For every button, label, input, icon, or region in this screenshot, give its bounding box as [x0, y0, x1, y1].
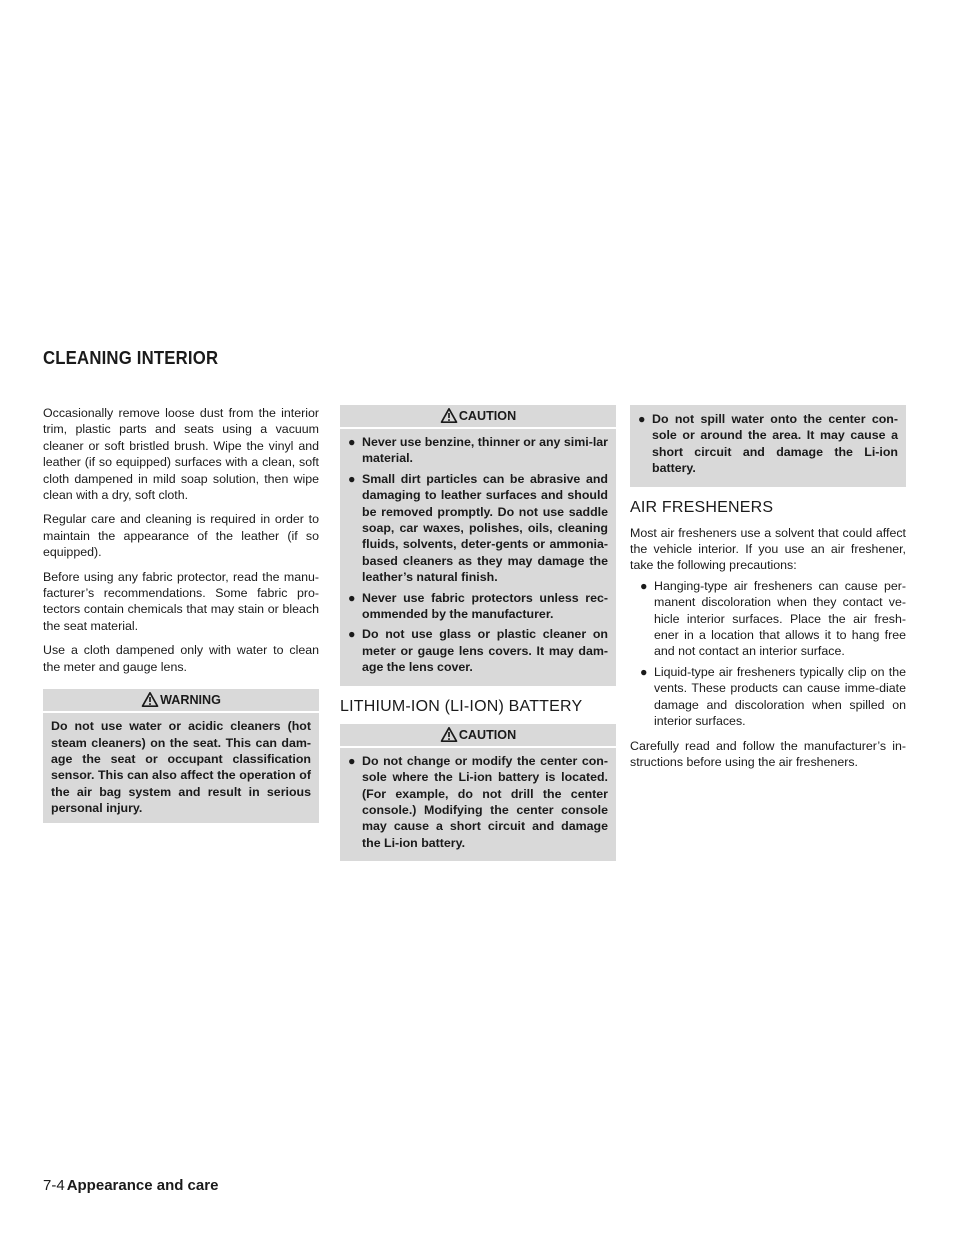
- page-number: 7-4: [43, 1177, 65, 1194]
- caution-item: ● Do not change or modify the center con-sole where the Li-ion battery is located. (For example, do not drill the center console.) Modifying the center console may cause a short circuit and damage the Li-ion battery.: [348, 753, 608, 850]
- column-3: [630, 405, 906, 778]
- warning-triangle-icon: [440, 727, 458, 742]
- list-item: ● Hanging-type air fresheners can cause per-manent discoloration when they contact ve-hicle interior surfaces. Place the air fresh-ener in a location that allows it to hang free and not contact an interior surface.: [640, 578, 906, 659]
- caution-box-continued: [630, 405, 906, 487]
- warning-triangle-icon: [440, 408, 458, 423]
- paragraph: Occasionally remove loose dust from the interior trim, plastic parts and seats using a vacuum cleaner or soft bristled brush. Wipe the vinyl and leather (if so equipped) surfaces with a clean, soft cloth dampened in mild soap solution, then wipe clean with a dry, soft cloth.: [43, 406, 319, 503]
- warning-text: Do not use water or acidic cleaners (hot steam cleaners) on the seat. This can dam-age the seat or occupant classification sensor. This can also affect the operation of the air bag system and result in serious personal injury.: [51, 719, 311, 816]
- paragraph: Before using any fabric protector, read the manu-facturer’s recommendations. Some fabric pro-tectors contain chemicals that may stain or bleach the seat material.: [43, 569, 319, 633]
- column-2: [340, 405, 616, 873]
- caution-item: ● Small dirt particles can be abrasive and damaging to leather surfaces and should be removed promptly. Do not use saddle soap, car waxes, polishes, oils, cleaning fluids, solvents, deter-gents or ammonia-based cleaners as they may damage the leather’s natural finish.: [348, 471, 608, 585]
- bullet-icon: ●: [348, 627, 356, 642]
- caution-item: ● Never use fabric protectors unless rec-ommended by the manufacturer.: [348, 590, 608, 622]
- caution-box: [340, 405, 616, 686]
- list-item: ● Liquid-type air fresheners typically clip on the vents. These products can cause imme-diate damage and discoloration when spilled on interior surfaces.: [640, 664, 906, 729]
- bullet-icon: ●: [348, 471, 356, 486]
- paragraph: Regular care and cleaning is required in order to maintain the appearance of the leather (if so equipped).: [43, 512, 319, 560]
- paragraph: Most air fresheners use a solvent that could affect the vehicle interior. If you use an air freshener, take the following precautions:: [630, 525, 906, 573]
- bullet-icon: ●: [640, 578, 648, 593]
- caution-box-header: [340, 405, 616, 429]
- warning-heading: WARNING: [160, 693, 221, 708]
- warning-triangle-icon: [141, 692, 159, 707]
- warning-box: [43, 689, 319, 822]
- caution-box-header: [340, 724, 616, 748]
- column-1: [43, 405, 319, 835]
- caution-heading: CAUTION: [458, 727, 517, 742]
- warning-box-header: [43, 689, 319, 713]
- page-footer: [43, 1177, 218, 1194]
- air-fresheners-heading: AIR FRESHENERS: [630, 498, 774, 516]
- caution-heading: CAUTION: [458, 409, 517, 423]
- bullet-icon: ●: [348, 753, 356, 768]
- battery-heading: LITHIUM-ION (LI-ION) BATTERY: [340, 697, 583, 715]
- caution-item: ● Do not use glass or plastic cleaner on meter or gauge lens covers. It may dam-age the lens cover.: [348, 627, 608, 675]
- caution-item: ● Do not spill water onto the center con-sole or around the area. It may cause a short circuit and damage the Li-ion battery.: [638, 412, 898, 476]
- bullet-icon: ●: [348, 435, 356, 449]
- bullet-icon: ●: [348, 590, 356, 605]
- caution-item: ● Never use benzine, thinner or any simi-lar material.: [348, 435, 608, 466]
- chapter-name: Appearance and care: [66, 1177, 219, 1194]
- paragraph: Carefully read and follow the manufacturer’s in-structions before using the air fresheners.: [630, 738, 906, 769]
- page-section-title: CLEANING INTERIOR: [43, 348, 219, 368]
- bullet-icon: ●: [640, 664, 648, 679]
- paragraph: Use a cloth dampened only with water to clean the meter and gauge lens.: [43, 643, 319, 674]
- caution-box: [340, 724, 616, 861]
- bullet-icon: ●: [638, 412, 646, 426]
